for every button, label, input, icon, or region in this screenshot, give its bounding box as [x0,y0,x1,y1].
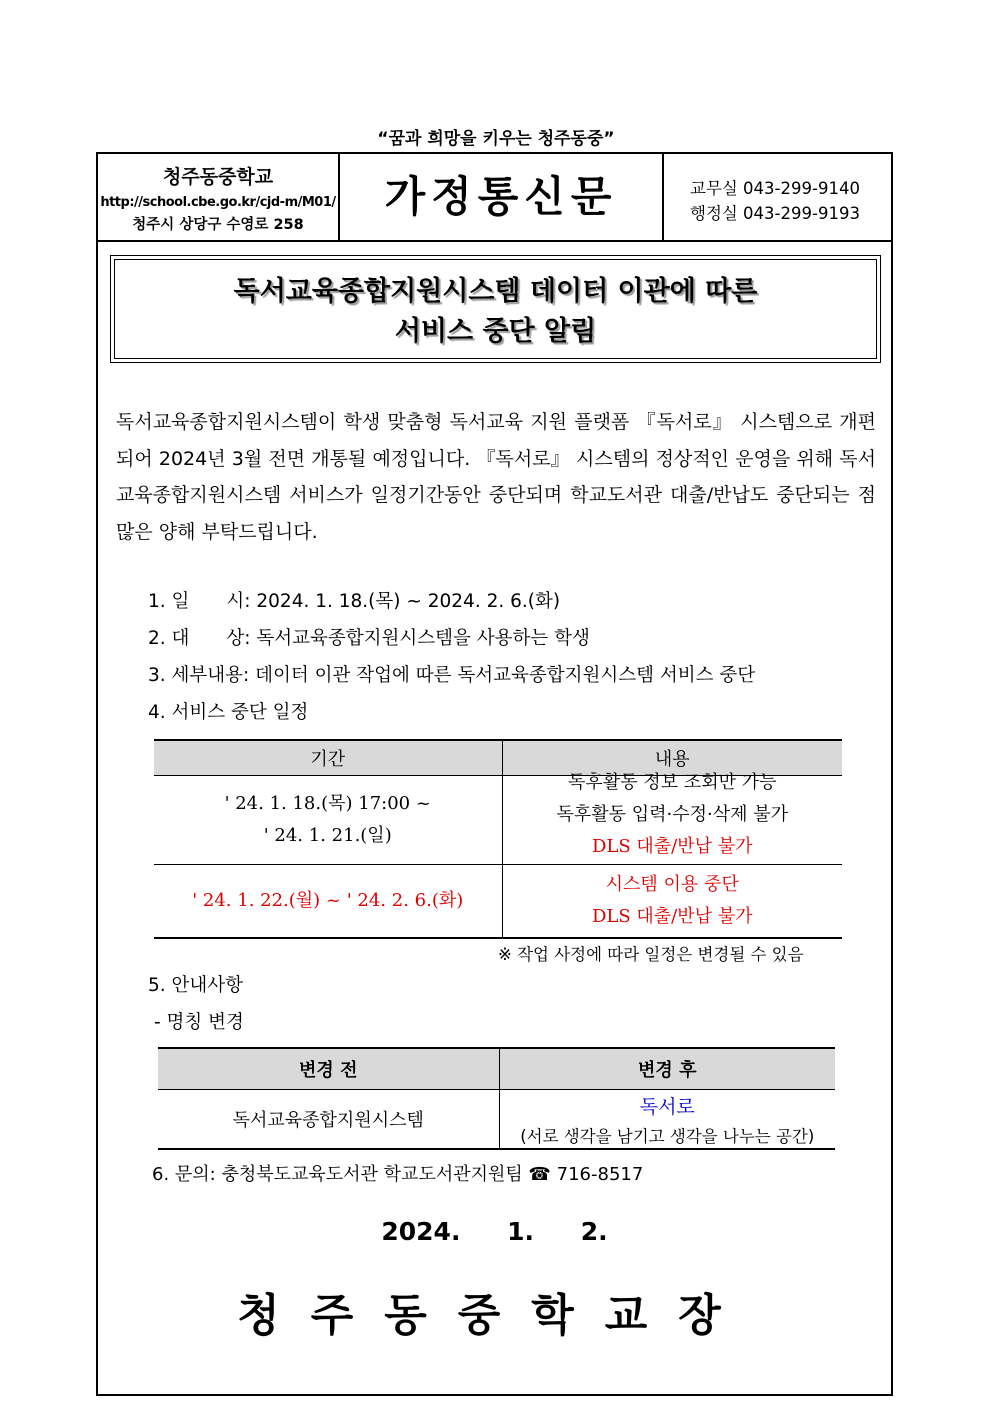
period-cell: ' 24. 1. 18.(목) 17:00 ~ ' 24. 1. 21.(일) [154,776,502,865]
guide-sub: - 명칭 변경 [154,1012,244,1033]
period-cell: ' 24. 1. 22.(월) ~ ' 24. 2. 6.(화) [154,865,502,939]
letter-header [98,154,891,242]
school-address: 청주시 상당구 수영로 258 [132,217,304,233]
guide-title: 5. 안내사항 [148,975,244,996]
schedule-note: ※ 작업 사정에 따라 일정은 변경될 수 있음 [498,945,804,964]
school-name: 청주동중학교 [162,166,274,188]
column-header-after: 변경 후 [499,1048,835,1090]
contact-info: 6. 문의: 충청북도교육도서관 학교도서관지원팀 ☎ 716-8517 [152,1164,644,1185]
new-name: 독서로 [639,1095,695,1118]
signer: 청주동중학교장 [237,1290,752,1341]
school-info [98,154,340,240]
column-header-content: 내용 [502,740,842,776]
schedule-table [154,739,842,939]
before-cell: 독서교육종합지원시스템 [158,1090,499,1150]
intro-paragraph: 독서교육종합지원시스템이 학생 맞춤형 독서교육 지원 플랫폼 『독서로』 시스템으로 개편되어 2024년 3월 전면 개통될 예정입니다. 『독서로』 시스템의 정상적인 운영을 위해 독서교육종합지원시스템 서비스가 일정기간동안 중단되며 학교도서관 대출/반납도 중단되는 점 많은 양해 부탁드립니다. [116,411,876,543]
table-header-row [158,1048,835,1090]
new-name-description: (서로 생각을 남기고 생각을 나누는 공간) [520,1126,815,1146]
table-row [158,1090,835,1150]
school-motto: “꿈과 희망을 키우는 청주동중” [377,129,615,149]
notice-title-box [110,255,881,363]
phone-office: 교무실 043-299-9140 [690,179,860,198]
content-cell: 독후활동 정보 조회만 가능 독후활동 입력·수정·삭제 불가 DLS 대출/반납 불가 [502,776,842,865]
issue-date: 2024. 1. 2. [381,1217,608,1246]
item-schedule-title: 4. 서비스 중단 일정 [148,702,309,723]
doc-title: 가정통신문 [340,154,664,240]
column-header-period: 기간 [154,740,502,776]
item-date: 1. 일 시: 2024. 1. 18.(목) ~ 2024. 2. 6.(화) [148,591,561,612]
contact-phones [664,154,891,240]
item-detail: 3. 세부내용: 데이터 이관 작업에 따른 독서교육종합지원시스템 서비스 중단 [148,665,756,686]
rename-table [158,1047,835,1150]
notice-title-line2: 서비스 중단 알림 [394,316,597,347]
content-cell: 시스템 이용 중단 DLS 대출/반납 불가 [502,865,842,939]
item-target: 2. 대 상: 독서교육종합지원시스템을 사용하는 학생 [148,628,590,649]
newsletter-frame [96,152,893,1396]
table-row [154,776,842,865]
column-header-before: 변경 전 [158,1048,499,1090]
notice-title-line1: 독서교육종합지원시스템 데이터 이관에 따른 [233,276,758,307]
after-cell [499,1090,835,1150]
table-row [154,865,842,939]
phone-admin: 행정실 043-299-9193 [690,204,860,223]
school-url[interactable]: http://school.cbe.go.kr/cjd-m/M01/ [100,195,336,210]
